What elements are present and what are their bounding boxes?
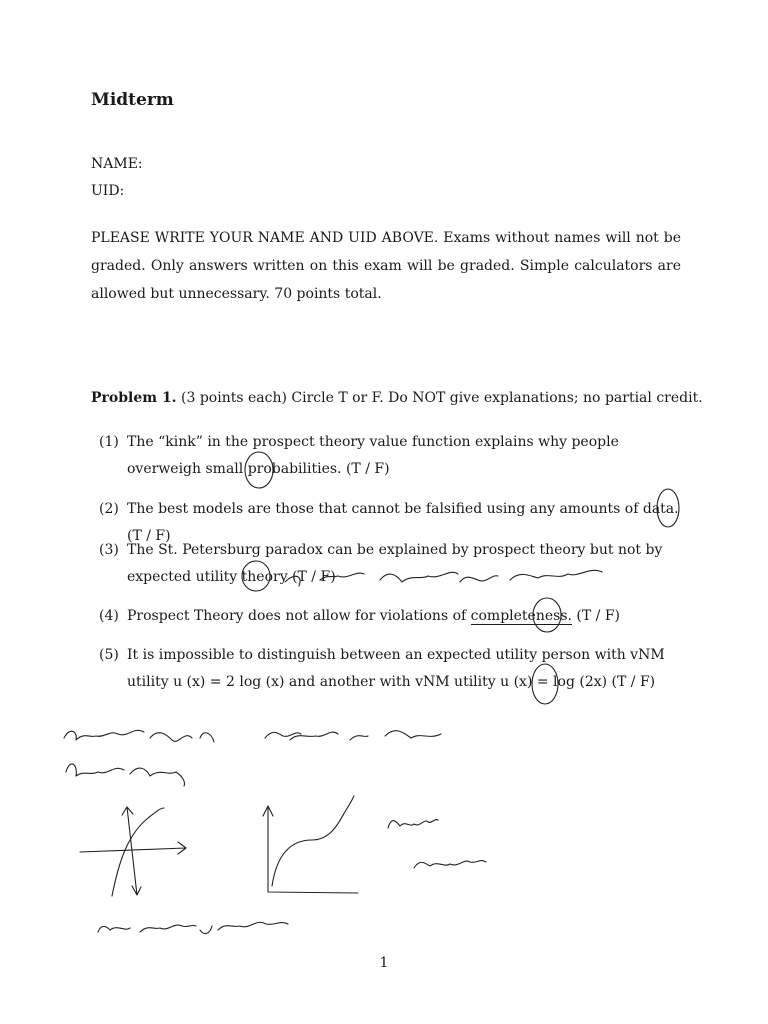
question-number: (5) [99, 647, 119, 663]
graph-1-y-axis [122, 807, 141, 895]
question-text-b: u (x) = 2 log (x) and another with vNM utility u (x) = log (2x) (T / F) [173, 674, 656, 690]
question-text: The best models are those that cannot be falsified using any amounts of data. (T / F) [127, 501, 679, 544]
question-number: (2) [99, 501, 119, 517]
graph-2-curve [272, 796, 354, 886]
handwritten-note-probability [388, 820, 438, 828]
question-5 [99, 642, 682, 696]
question-text [127, 642, 682, 696]
problem-1-label: Problem 1. [91, 390, 177, 406]
graph-2-axes [263, 806, 358, 893]
page-number: 1 [379, 955, 389, 971]
question-text-b: (T / F) [571, 608, 621, 624]
question-1 [99, 429, 682, 483]
page-title: Midterm [91, 90, 174, 110]
question-3 [99, 537, 682, 591]
problem-1-instructions: (3 points each) Circle T or F. Do NOT give explanations; no partial credit. [181, 390, 703, 406]
question-text-a: It is impossible to distinguish between an expected utility person with vNM utility [127, 647, 665, 690]
question-text [127, 603, 682, 630]
handwritten-note-completeness [64, 730, 441, 742]
graph-1-x-axis [80, 842, 186, 854]
underlined-term: completeness. [470, 608, 572, 624]
handwritten-note-loss-aversion [98, 922, 288, 933]
question-number: (1) [99, 434, 119, 450]
handwritten-note-violation [414, 861, 486, 868]
question-text: The “kink” in the prospect theory value function explains why people overweigh small probabilities. (T / F) [127, 434, 619, 477]
question-text: The St. Petersburg paradox can be explained by prospect theory but not by expected utility theory (T / F) [127, 542, 663, 585]
question-number: (4) [99, 608, 119, 624]
problem-1-header [91, 390, 703, 406]
question-4 [99, 603, 682, 630]
question-number: (3) [99, 542, 119, 558]
graph-1-curve [112, 808, 164, 896]
question-text-a: Prospect Theory does not allow for violations of [127, 608, 471, 624]
uid-label: UID: [91, 183, 125, 199]
instructions: PLEASE WRITE YOUR NAME AND UID ABOVE. Exams without names will not be graded. Only answers written on this exam will be graded. Simple calculators are allowed but unnecessary. 70 points total. [91, 230, 681, 302]
name-label: NAME: [91, 156, 143, 172]
handwritten-note-prospect-theory [66, 764, 185, 786]
